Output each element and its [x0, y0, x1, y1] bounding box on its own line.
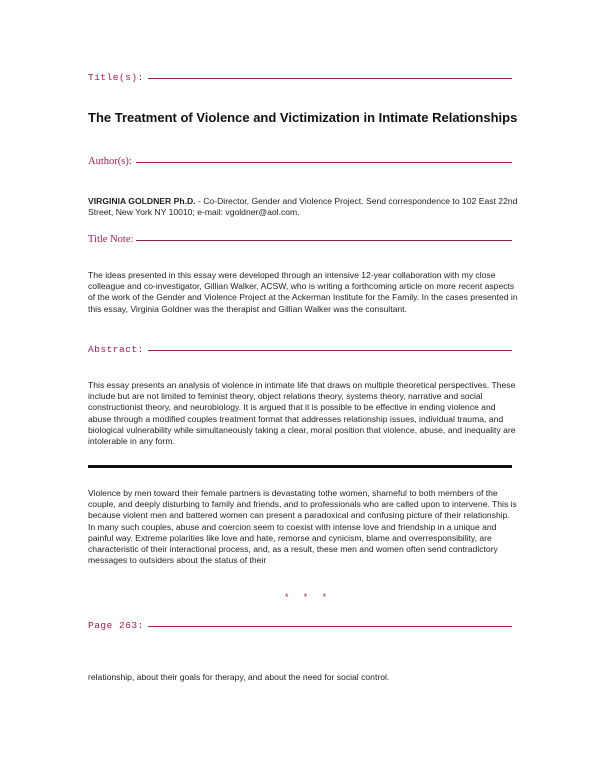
title-section-rule — [148, 78, 512, 79]
title-note-paragraph: The ideas presented in this essay were developed through an intensive 12-year collaboration with my close colleague and co-investigator, Gillian Walker, ACSW, who is writing a forthcoming article on more recent aspects of the work of the Gender and Violence Project at the Ackerman Institute for the Family. In the cases presented in this essay, Virginia Goldner was the therapist and Gillian Walker was the consultant. — [88, 270, 518, 314]
title-note-section-label: Title Note: — [88, 234, 134, 245]
body-paragraph: Violence by men toward their female partners is devastating tothe women, shameful to both members of the couple, and deeply disturbing to family and friends, and to professionals who are called upon to intervene. This is because violent men and battered women can present a paradoxical and confusing picture of their relationship. In many such couples, abuse and coercion seem to coexist with intense love and friendship in a unique and painful way. Extreme polarities like love and hate, remorse and cynicism, blame and overresponsibility, are characteristic of their interactional process, and, as a result, these men and women often send contradictory messages to outsiders about the status of their — [88, 488, 517, 566]
author-section-label: Author(s): — [88, 156, 132, 167]
section-divider — [88, 465, 512, 468]
title-note-section-rule — [136, 240, 512, 241]
author-details: - Co-Director, Gender and Violence Project. Send correspondence to 102 East 22nd Street, New York NY 10010; e-mail: vgoldner@aol.com. — [88, 196, 518, 218]
author-paragraph — [88, 196, 518, 218]
abstract-paragraph: This essay presents an analysis of violence in intimate life that draws on multiple theoretical perspectives. These include but are not limited to feminist theory, object relations theory, systems theory, narrative and social constructionist theory, and neurobiology. It is argued that it is possible to be effective in ending violence and abuse through a modified couples treatment format that addresses relationship issues, individual trauma, and biological vulnerability while simultaneously taking a clear, moral position that violence, abuse, and inequality are intolerable in any form. — [88, 380, 516, 447]
article-title: The Treatment of Violence and Victimization in Intimate Relationships — [88, 110, 518, 125]
author-name: VIRGINIA GOLDNER Ph.D. — [88, 196, 196, 206]
author-section-rule — [136, 162, 512, 163]
page-continuation-paragraph: relationship, about their goals for therapy, and about the need for social control. — [88, 672, 390, 682]
separator-stars: * * * — [284, 593, 332, 603]
title-section-label: Title(s): — [88, 72, 144, 83]
page-number-rule — [148, 626, 512, 627]
abstract-section-label: Abstract: — [88, 344, 144, 355]
page-number-label: Page 263: — [88, 620, 144, 631]
abstract-section-rule — [148, 350, 512, 351]
